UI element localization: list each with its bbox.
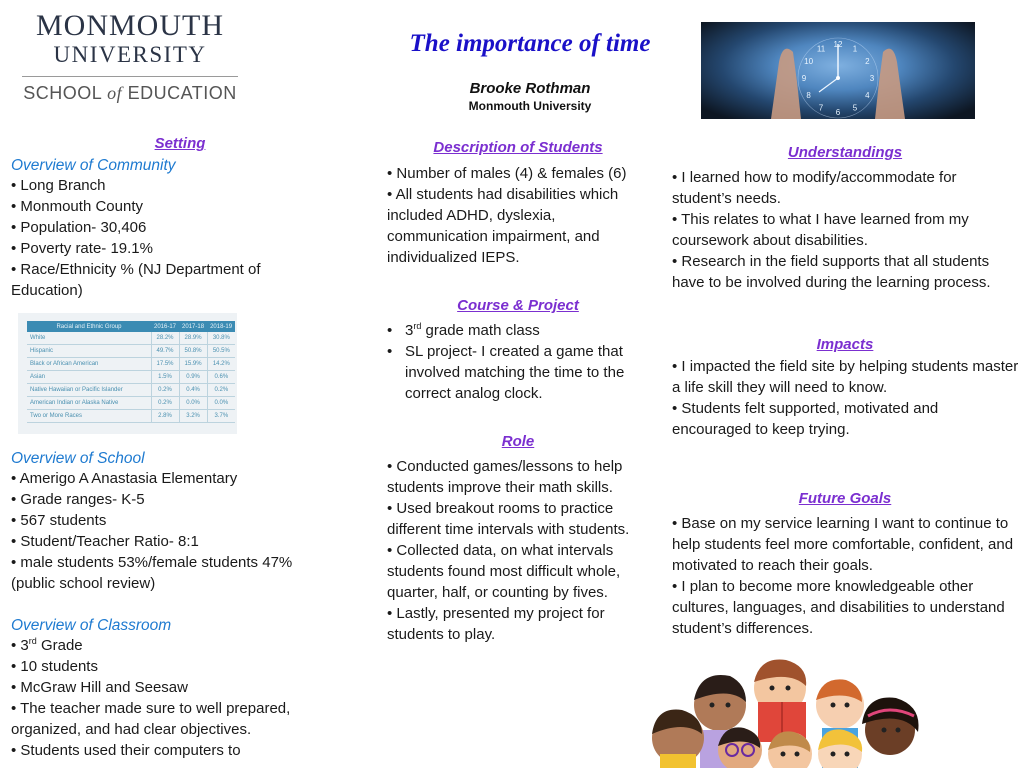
description-heading: Description of Students [433,139,603,156]
role-heading: Role [501,433,535,450]
children-illustration [640,650,930,768]
right-hand [875,49,905,119]
course-heading: Course & Project [457,297,579,314]
children-cartoon-icon [640,650,930,768]
table-row [27,358,235,371]
clock-numeral: 3 [869,74,875,83]
table-cell-value: 50.5% [207,345,235,358]
list-item: • Student/Teacher Ratio- 8:1 [11,533,199,550]
table-cell-value: 50.8% [179,345,207,358]
table-cell-group: Hispanic [27,345,151,358]
table-cell-value: 17.5% [151,358,179,371]
impacts-list [672,356,1020,440]
list-item: • Used breakout rooms to practice different time intervals with students. [387,500,630,538]
list-item: • Students used their computers to [11,742,241,759]
logo-education: EDUCATION [122,83,237,103]
table-cell-group: Native Hawaiian or Pacific Islander [27,384,151,397]
clock-numeral: 4 [865,91,870,100]
table-cell-group: Asian [27,371,151,384]
list-item: • Long Branch [11,177,106,194]
description-list [387,163,657,268]
clock-numeral: 10 [804,57,814,66]
logo-school: SCHOOL [23,83,108,103]
table-cell-value: 3.7% [207,410,235,423]
clock-numeral: 6 [835,108,841,117]
clock-numeral: 5 [852,103,858,113]
list-item: • Base on my service learning I want to continue to help students feel more comfortable, confident, and motivated to reach their goals. [672,515,1014,574]
understandings-heading: Understandings [787,144,903,161]
school-list [11,468,321,594]
table-cell-value: 3.2% [179,410,207,423]
table-cell-value: 0.0% [179,397,207,410]
list-item: • Poverty rate- 19.1% [11,240,153,257]
course-grade-ordinal: rd [413,321,422,331]
list-item: • Students felt supported, motivated and encouraged to keep trying. [672,400,939,438]
table-header: 2017-18 [179,321,207,332]
table-cell-group: White [27,332,151,345]
clock-numeral: 7 [818,103,824,113]
table-cell-group: American Indian or Alaska Native [27,397,151,410]
monmouth-university-logo [10,8,250,116]
table-cell-value: 0.0% [207,397,235,410]
list-item: • 3rd Grade [11,636,83,654]
table-row [27,332,235,345]
table-cell-value: 0.4% [179,384,207,397]
future-goals-heading: Future Goals [798,490,892,507]
classroom-list [11,635,321,761]
list-item: • Lastly, presented my project for students to play. [387,605,605,643]
role-list [387,456,657,645]
list-item: • I plan to become more knowledgeable other cultures, languages, and disabilities to understand student’s differences. [672,578,1005,637]
author-affiliation: Monmouth University [468,99,592,113]
table-cell-value: 2.8% [151,410,179,423]
logo-of: of [107,83,123,103]
community-heading: Overview of Community [11,157,176,174]
community-list [11,175,311,301]
author-name: Brooke Rothman [469,80,591,97]
list-item: • I impacted the field site by helping students master a life skill they will need to know. [672,358,1019,396]
table-cell-group: Black or African American [27,358,151,371]
list-item: • Race/Ethnicity % (NJ Department of Education) [11,261,261,299]
table-cell-value: 0.6% [207,371,235,384]
list-item: • Collected data, on what intervals students found most difficult whole, quarter, half, or counting by fives. [387,542,621,601]
table-cell-value: 30.8% [207,332,235,345]
setting-heading: Setting [154,135,206,152]
list-item: • Conducted games/lessons to help students improve their math skills. [387,458,623,496]
course-list [387,320,657,404]
list-item: • Grade ranges- K-5 [11,491,145,508]
list-item: • The teacher made sure to well prepared, organized, and had clear objectives. [11,700,291,738]
classroom-heading: Overview of Classroom [11,617,172,634]
table-cell-group: Two or More Races [27,410,151,423]
table-cell-value: 1.5% [151,371,179,384]
list-item: • Number of males (4) & females (6) [387,165,627,182]
table-cell-value: 28.2% [151,332,179,345]
list-item: • McGraw Hill and Seesaw [11,679,188,696]
table-row [27,397,235,410]
list-item: • I learned how to modify/accommodate for student’s needs. [672,169,957,207]
list-item: • Monmouth County [11,198,143,215]
table-cell-value: 28.9% [179,332,207,345]
school-heading: Overview of School [11,450,145,467]
clock-numeral: 8 [806,91,811,100]
race-ethnicity-table [27,321,235,423]
grade-label: Grade [36,637,83,654]
list-item: • Population- 30,406 [11,219,147,236]
logo-line-2: UNIVERSITY [53,42,207,67]
list-item: • 567 students [11,512,107,529]
table-row [27,410,235,423]
list-item: • male students 53%/female students 47% (public school review) [11,554,293,592]
list-item: • This relates to what I have learned from my coursework about disabilities. [672,211,969,249]
impacts-heading: Impacts [816,336,874,353]
table-row [27,345,235,358]
clock-numeral: 2 [865,57,870,66]
clock-numeral: 12 [833,40,843,49]
left-hand [771,49,801,119]
list-item: • All students had disabilities which included ADHD, dyslexia, communication impairment, and individualized IEPS. [387,186,619,266]
course-grade-label: grade math class [421,322,540,339]
table-cell-value: 0.2% [151,397,179,410]
logo-line-1: MONMOUTH [36,9,224,42]
table-cell-value: 0.9% [179,371,207,384]
table-cell-value: 15.9% [179,358,207,371]
list-item [405,320,657,341]
table-cell-value: 0.2% [207,384,235,397]
clock-numeral: 1 [852,44,858,54]
hands-clock-photo [701,22,975,119]
list-item: • SL project- I created a game that involved matching the time to the correct analog clock. [405,341,657,404]
table-cell-value: 14.2% [207,358,235,371]
list-item: • Research in the field supports that all students have to be involved during the learning process. [672,253,991,291]
future-goals-list [672,513,1020,639]
list-item: • 10 students [11,658,98,675]
clock-numeral: 11 [816,44,826,54]
table-header-row [27,321,235,332]
clock-icon [701,22,975,119]
table-cell-value: 49.7% [151,345,179,358]
table-header: 2016-17 [151,321,179,332]
table-header: 2018-19 [207,321,235,332]
poster-title: The importance of time [409,30,651,57]
understandings-list [672,167,1020,293]
logo-line-3 [10,83,250,104]
grade-number: 3 [20,637,29,654]
table-cell-value: 0.2% [151,384,179,397]
grade-ordinal: rd [28,636,37,646]
table-row [27,371,235,384]
table-row [27,384,235,397]
course-grade-number: 3 [405,322,414,339]
race-ethnicity-table-image [18,313,237,434]
logo-divider [22,76,238,77]
clock-numeral: 9 [801,74,807,83]
list-item: • Amerigo A Anastasia Elementary [11,470,238,487]
table-header: Racial and Ethnic Group [27,321,151,332]
